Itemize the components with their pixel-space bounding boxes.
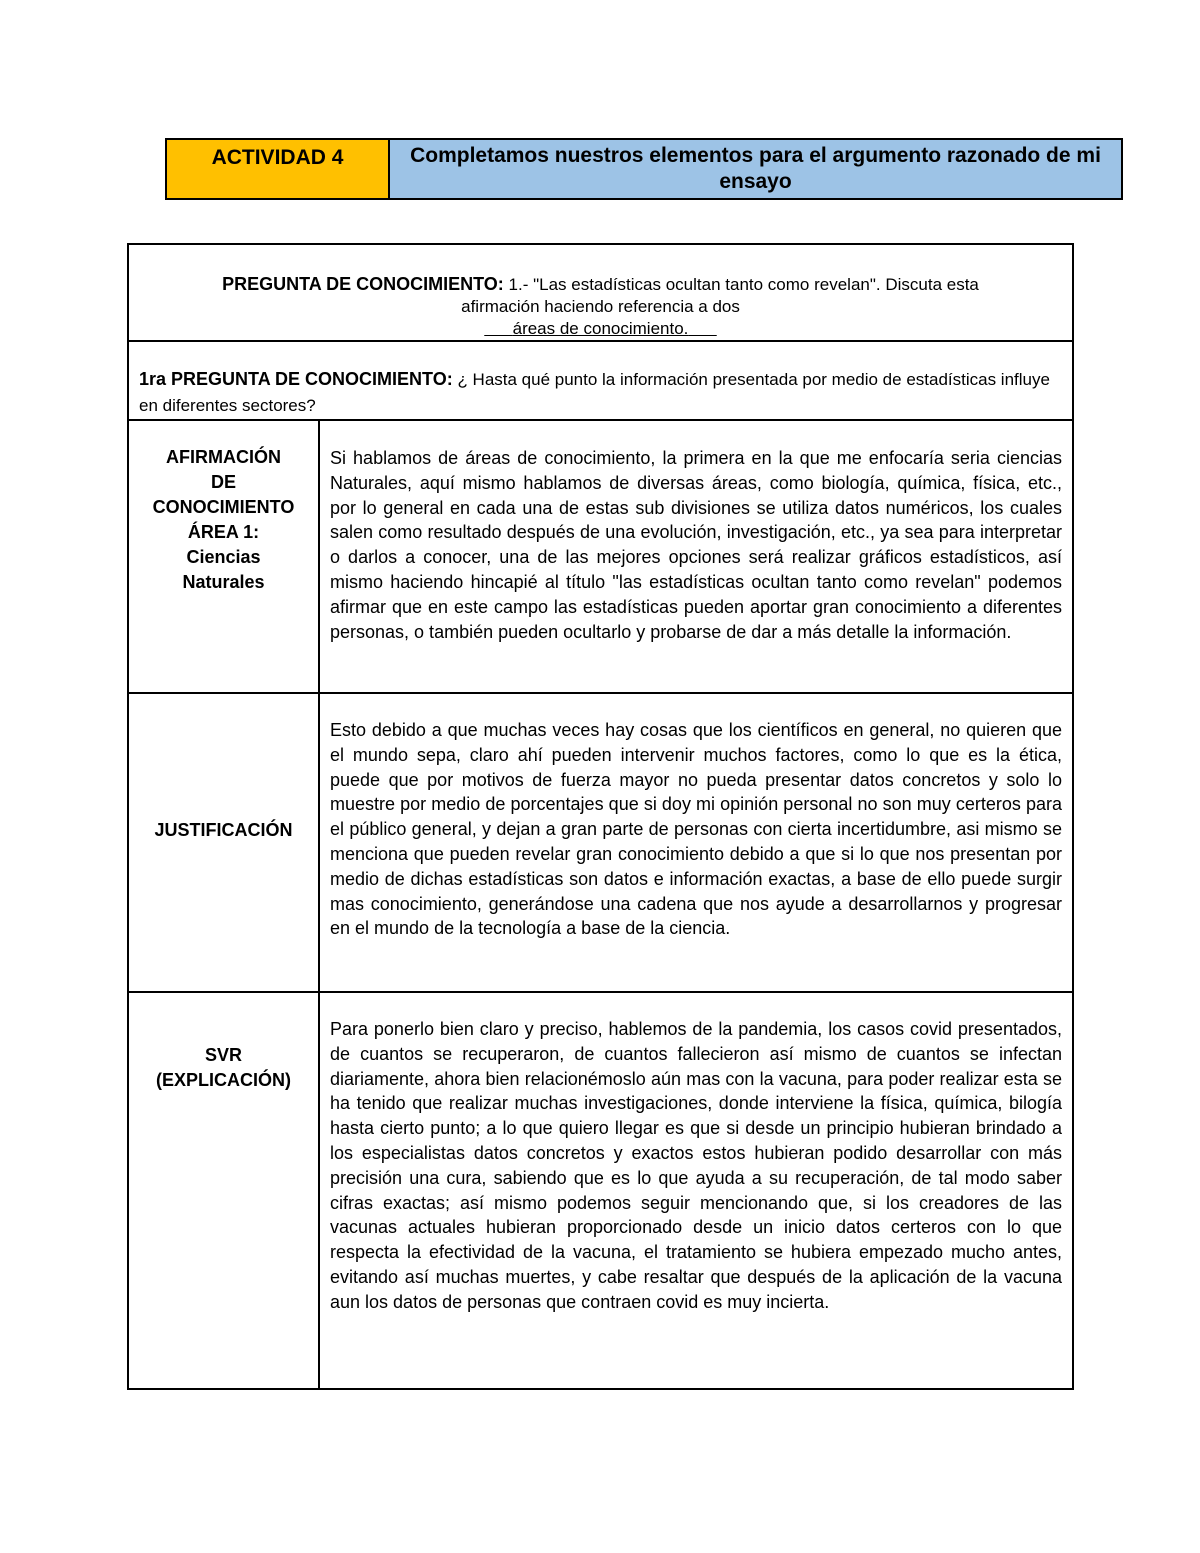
first-question-text: ¿ Hasta qué punto la información presentada por medio de estadísticas influye en diferentes sectores? xyxy=(139,370,1050,415)
afirmacion-label-line: CONOCIMIENTO xyxy=(152,497,295,517)
table-row-svr xyxy=(129,993,1072,1388)
knowledge-question-text-3-value: áreas de conocimiento. xyxy=(512,319,689,338)
table-row-afirmacion xyxy=(129,421,1072,694)
activity-title-cell xyxy=(390,140,1121,198)
afirmacion-label-line: DE xyxy=(210,472,236,492)
activity-title: Completamos nuestros elementos para el argumento razonado de mi ensayo xyxy=(410,144,1101,193)
afirmacion-label-line: AFIRMACIÓN xyxy=(166,447,281,467)
afirmacion-label-line: ÁREA 1: xyxy=(187,522,260,542)
activity-label: ACTIVIDAD 4 xyxy=(211,146,344,169)
svr-label xyxy=(129,993,320,1388)
first-question-label: 1ra PREGUNTA DE CONOCIMIENTO: xyxy=(139,369,453,389)
svr-body: Para ponerlo bien claro y preciso, hablemos de la pandemia, los casos covid presentados, de cuantos se recuperaron, de cuantos fallecieron así mismo de cuantos se infectan diariamente, ahora bien relacionémoslo aún mas con la vacuna, para poder realizar esta se ha tenido que realizar muchas investigaciones, donde interviene la física, química, bilogía hasta cierto punto; a lo que quiero llegar es que si desde un principio hubieran brindado a los especialistas datos concretos y exactos estos hubieran podido desarrollar con más precisión una cura, sabiendo que es lo que ayuda a su recuperación, de tal modo saber cifras exactas; así mismo podemos seguir mencionando que, si los creadores de las vacunas actuales hubieran proporcionado desde un inicio datos certeros con lo que respecta la efectividad de la vacuna, el tratamiento se hubiera empezado mucho antes, evitando así muchas muertes, y cabe resaltar que después de la aplicación de la vacuna aun los datos de personas que contraen covid es muy incierta. xyxy=(330,1019,1062,1312)
afirmacion-label-line: Ciencias xyxy=(186,547,261,567)
table-row-justificacion xyxy=(129,694,1072,993)
knowledge-question-label: PREGUNTA DE CONOCIMIENTO: xyxy=(222,274,504,294)
afirmacion-label xyxy=(129,421,320,692)
activity-label-cell xyxy=(167,140,390,198)
activity-header-table xyxy=(165,138,1123,200)
justificacion-body: Esto debido a que muchas veces hay cosas que los científicos en general, no quieren que el mundo sepa, claro ahí pueden intervenir muchos factores, como lo que es la ética, puede que por motivos de fuerza mayor no pueda presentar datos concretos y solo lo muestre por medio de porcentajes que si doy mi opinión personal no son muy certeros para el público general, y dejan a gran parte de personas con cierta incertidumbre, asi mismo se menciona que pueden revelar gran conocimiento debido a que si lo que nos presentan por medio de dichas estadísticas son datos e información exactas, a base de ello puede surgir mas conocimiento, generándose una cadena que nos ayude a desarrollarnos y progresar en el mundo de la tecnología a base de la ciencia. xyxy=(330,720,1062,939)
justificacion-label-text: JUSTIFICACIÓN xyxy=(154,820,293,840)
knowledge-question-text-3 xyxy=(484,319,716,338)
knowledge-table xyxy=(127,243,1074,1390)
afirmacion-body: Si hablamos de áreas de conocimiento, la primera en la que me enfocaría seria ciencias Naturales, aquí mismo hablamos de diversas áreas, como biología, química, física, etc., por lo general en cada una de estas sub divisiones se utiliza datos numéricos, los cuales salen como resultado después de una evolución, investigación, etc., ya sea para interpretar o darlos a conocer, una de las mejores opciones será realizar gráficos estadísticos, así mismo haciendo hincapié al título "las estadísticas ocultan tanto como revelan" podemos afirmar que en este campo las estadísticas pueden aportar gran conocimiento a diferentes personas, o también pueden ocultarlo y probarse de dar a más detalle la información. xyxy=(330,448,1062,642)
svr-label-line: SVR xyxy=(204,1045,242,1065)
knowledge-question-text-2: afirmación haciendo referencia a dos xyxy=(461,297,740,316)
afirmacion-label-line: Naturales xyxy=(182,572,265,592)
justificacion-label xyxy=(129,694,320,991)
svr-label-line: (EXPLICACIÓN) xyxy=(156,1070,291,1090)
knowledge-question-row xyxy=(129,245,1072,342)
first-question-row xyxy=(129,342,1072,421)
knowledge-question-text-1: 1.- "Las estadísticas ocultan tanto como revelan". Discuta esta xyxy=(508,275,979,294)
